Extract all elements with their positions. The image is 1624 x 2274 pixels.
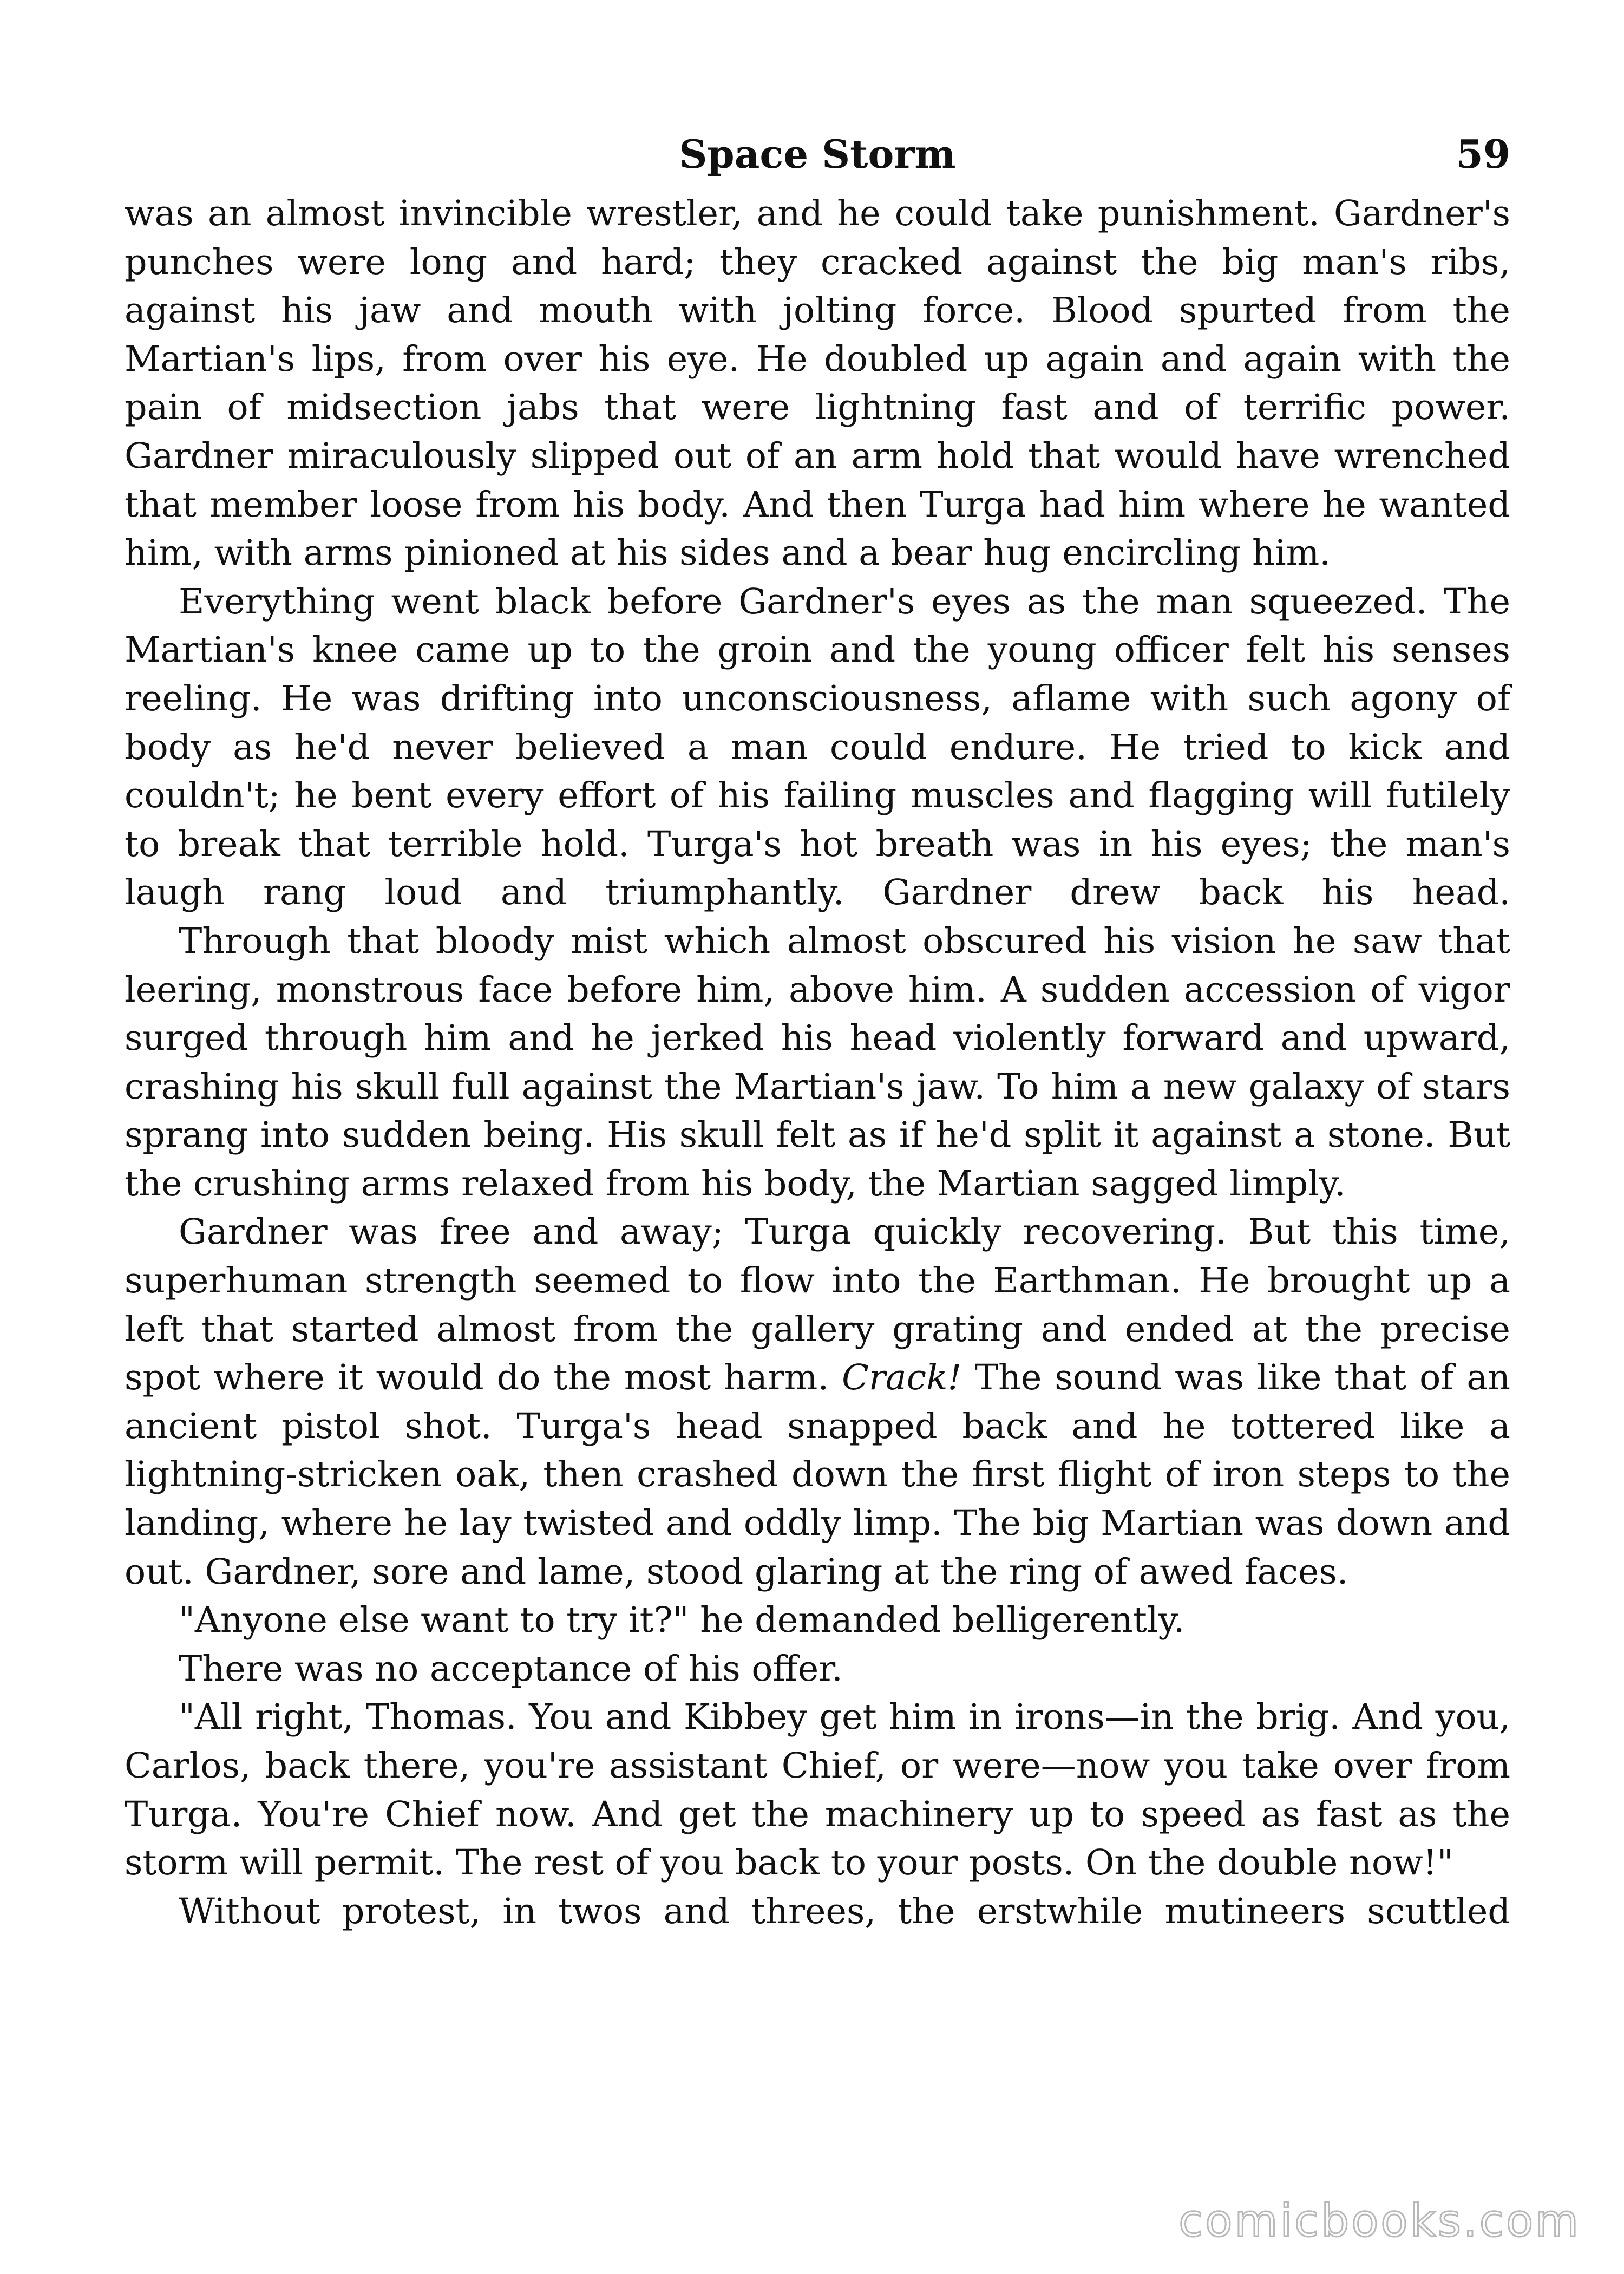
page-number: 59 <box>1456 131 1510 177</box>
paragraph: Without protest, in twos and threes, the erstwhile mutineers scuttled <box>179 1891 1510 1932</box>
paragraph: "All right, Thomas. You and Kibbey get him in irons—in the brig. And you, Carlos, back there, you're assistant Chief, or were—now you take over from Turga. You're Chief now. And get the machinery up to speed as fast as the storm will permit. The rest of you back to your posts. On the double now!" <box>125 1697 1510 1884</box>
paragraph: Everything went black before Gardner's eyes as the man squeezed. The Martian's knee came up to the groin and the young officer felt his senses reeling. He was drifting into unconsciousness, aflame with such agony of body as he'd never believed a man could endure. He tried to kick and couldn't; he bent every effort of his failing muscles and flagging will futilely to break that terrible hold. Turga's hot breath was in his eyes; the man's laugh rang loud and triumphantly. Gardner drew back his head. <box>125 581 1510 913</box>
paragraph: "Anyone else want to try it?" he demanded belligerently. <box>179 1600 1185 1641</box>
paragraph: was an almost invincible wrestler, and he could take punishment. Gardner's punches were long and hard; they cracked against the big man's ribs, against his jaw and mouth with jolting force. Blood spurted from the Martian's lips, from over his eye. He doubled up again and again with the pain of midsection jabs that were lightning fast and of terrific power. Gardner miraculously slipped out of an arm hold that would have wrenched that member loose from his body. And then Turga had him where he wanted him, with arms pinioned at his sides and a bear hug encircling him. <box>125 193 1510 574</box>
watermark: comicbooks.com <box>1178 2195 1581 2247</box>
body-text <box>125 190 1510 1936</box>
paragraph: Through that bloody mist which almost obscured his vision he saw that leering, monstrous face before him, above him. A sudden accession of vigor surged through him and he jerked his head violently forward and upward, crashing his skull full against the Martian's jaw. To him a new galaxy of stars sprang into sudden being. His skull felt as if he'd split it against a stone. But the crushing arms relaxed from his body, the Martian sagged limply. <box>125 920 1510 1204</box>
paragraph <box>125 1208 1510 1596</box>
running-title: Space Storm <box>679 131 956 177</box>
paragraph-text: Gardner was free and away; Turga quickly recovering. But this time, superhuman strength seemed to flow into the Earthman. He brought up a left that started almost from the gallery grating and ended at the precise spot where it would do the most harm. <box>125 1212 1510 1399</box>
emphasis-text: Crack! <box>842 1357 962 1399</box>
running-head <box>125 125 1510 184</box>
paragraph-text: The sound was like that of an ancient pistol shot. Turga's head snapped back and he tottered like a lightning-stricken oak, then crashed down the first flight of iron steps to the landing, where he lay twisted and oddly limp. The big Martian was down and out. Gardner, sore and lame, stood glaring at the ring of awed faces. <box>125 1357 1510 1592</box>
paragraph: There was no acceptance of his offer. <box>179 1648 843 1689</box>
